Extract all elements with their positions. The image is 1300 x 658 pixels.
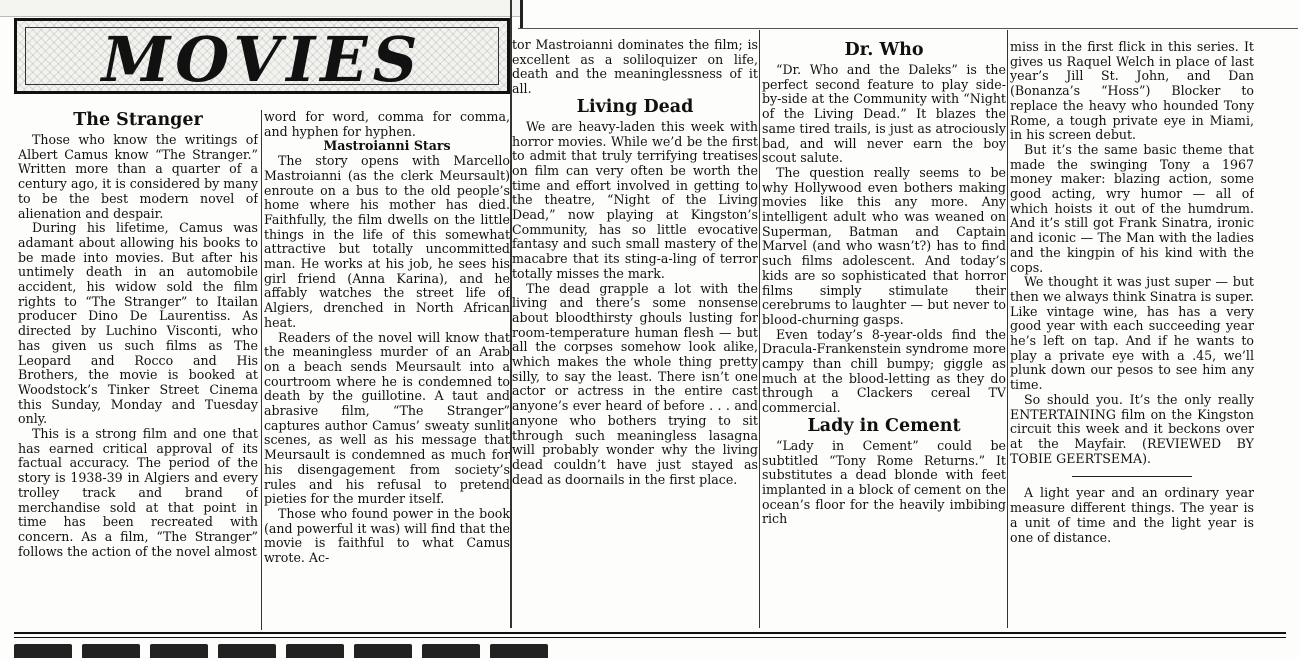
article-paragraph: We thought it was just super — but then we always think Sinatra is super. Like vintage wine, has has a very good year with each succeeding year he’s left on tap. And if he wants to play a private eye with a .45, we’ll plunk down our pesos to see him any time. <box>1010 274 1254 393</box>
article-headline: Dr. Who <box>844 40 924 60</box>
next-article-headline-cutoff <box>14 644 1286 658</box>
article-paragraph: We are heavy-laden this week with horror movies. While we’d be the first to admit that truly terrifying treatises on film can very often be worth the time and effort involved in getting to the theatre, “Night of the Living Dead,” now playing at Kingston’s Community, has so little evocative fantasy and such small mastery of the macabre that its sting-a-ling of terror totally misses the mark. <box>512 118 758 281</box>
article-paragraph: “Lady in Cement” could be subtitled “Tony Rome Returns.” It substitutes a dead blonde with feet implanted in a block of cement on the ocean’s floor for the heavily imbibing rich <box>762 437 1006 527</box>
movies-masthead <box>14 18 510 94</box>
column-rule <box>1007 30 1008 628</box>
top-rule <box>518 28 1298 29</box>
article-headline: The Stranger <box>73 110 203 130</box>
previous-page-strip <box>0 0 520 17</box>
article-paragraph: word for word, comma for comma, and hyphen for hyphen. <box>264 110 510 139</box>
article-column-5 <box>1010 40 1254 630</box>
article-paragraph: “Dr. Who and the Daleks” is the perfect second feature to play side-by-side at the Community with “Night of the Living Dead.” It blazes the same tired trails, is just as atrociously bad, and will never earn the boy scout salute. <box>762 62 1006 166</box>
article-paragraph: This is a strong film and one that has earned critical approval of its factual accuracy. The period of the story is 1938-39 in Algiers and every trolley track and brand of merchandise sold at that point in time has been recreated with concern. As a film, “The Stranger” follows the action of the novel almost <box>18 426 258 559</box>
article-paragraph: miss in the first flick in this series. It gives us Raquel Welch in place of last year’s Jill St. John, and Dan (Bonanza’s “Hoss”) Blocker to replace the heavy who hounded Tony Rome, a tough private eye in Miami, in his screen debut. <box>1010 40 1254 143</box>
article-paragraph: But it’s the same basic theme that made the swinging Tony a 1967 money maker: blazing action, some good acting, wry humor — all of which hoists it out of the humdrum. And it’s still got Frank Sinatra, ironic and iconic — The Man with the ladies and the kingpin of his kind with the cops. <box>1010 141 1254 275</box>
article-paragraph: The dead grapple a lot with the living and there’s some nonsense about bloodthirsty ghouls lusting for room-temperature human flesh — but all the corpses somehow look alike, which makes the whole thing pretty silly, to say the least. There isn’t one actor or actress in the entire cast anyone’s ever heard of before . . . and anyone who bothers trying to sit through such meaningless lasagna will probably wonder why the living dead couldn’t have just stayed as dead as doornails in the first place. <box>512 280 758 487</box>
article-column-1 <box>18 110 258 630</box>
bottom-rule <box>14 632 1286 634</box>
article-paragraph: Those who found power in the book (and powerful it was) will find that the movie is faithful to what Camus wrote. Ac- <box>264 505 510 566</box>
section-title: MOVIES <box>101 23 423 96</box>
column-rule <box>261 110 262 630</box>
column-rule <box>759 30 760 628</box>
article-paragraph: The question really seems to be why Hollywood even bothers making movies like this any more. Any intelligent adult who was weaned on Superman, Batman and Captain Marvel (and who wasn’t?) has to find such films adolescent. And today’s kids are so sophisticated that horror films simply stimulate their cerebrums to laughter — but never to blood-churning gasps. <box>762 164 1006 327</box>
subheading: Mastroianni Stars <box>323 138 451 154</box>
article-column-4 <box>762 40 1006 630</box>
article-headline: Living Dead <box>576 96 694 117</box>
column-rule <box>510 0 512 628</box>
article-paragraph: So should you. It’s the only really ENTERTAINING film on the Kingston circuit this week and it beckons over at the Mayfair. (REVIEWED BY TOBIE GEERTSEMA). <box>1010 391 1254 466</box>
article-paragraph: tor Mastroianni dominates the film; is excellent as a soliloquizer on life, death and the meaninglessness of it all. <box>512 38 758 97</box>
article-column-2 <box>264 110 510 630</box>
article-paragraph: Even today’s 8-year-olds find the Dracula-Frankenstein syndrome more campy than chill bumpy; giggle as much at the blood-letting as they do through a Clackers cereal TV commercial. <box>762 326 1006 416</box>
article-column-3 <box>512 38 758 630</box>
bottom-rule-thin <box>14 637 1286 638</box>
article-headline: Lady in Cement <box>807 415 961 436</box>
article-paragraph: Readers of the novel will know that the meaningless murder of an Arab on a beach sends Meursault into a courtroom where he is condemned to death by the guillotine. A taut and abrasive film, “The Stranger” captures author Camus’ sweaty sunlit scenes, as well as his message that Meursault is condemned as much for his disengagement from society’s rules and his refusal to pretend pieties for the murder itself. <box>264 329 510 507</box>
article-paragraph: The story opens with Marcello Mastroianni (as the clerk Meursault) enroute on a bus to the old people’s home where his mother has died. Faithfully, the film dwells on the little things in the life of this somewhat attractive but totally uncommitted man. He works at his job, he sees his girl friend (Anna Karina), and he affably watches the street life of Algiers, drenched in North African heat. <box>264 153 510 330</box>
article-paragraph: A light year and an ordinary year measure different things. The year is a unit of time and the light year is one of distance. <box>1010 485 1254 545</box>
article-paragraph: Those who know the writings of Albert Camus know “The Stranger.” Written more than a quarter of a century ago, it is considered by many to be the best modern novel of alienation and despair. <box>18 132 258 221</box>
article-paragraph: During his lifetime, Camus was adamant about allowing his books to be made into movies. But after his untimely death in an automobile accident, his widow sold the film rights to “The Stranger” to Itailan producer Dino De Laurentiss. As directed by Luchino Visconti, who has given us such films as The Leopard and Rocco and His Brothers, the movie is booked at Woodstock’s Tinker Street Cinema this Sunday, Monday and Tuesday only. <box>18 220 258 427</box>
top-column-rule <box>520 0 523 28</box>
separator-rule <box>1072 476 1192 477</box>
